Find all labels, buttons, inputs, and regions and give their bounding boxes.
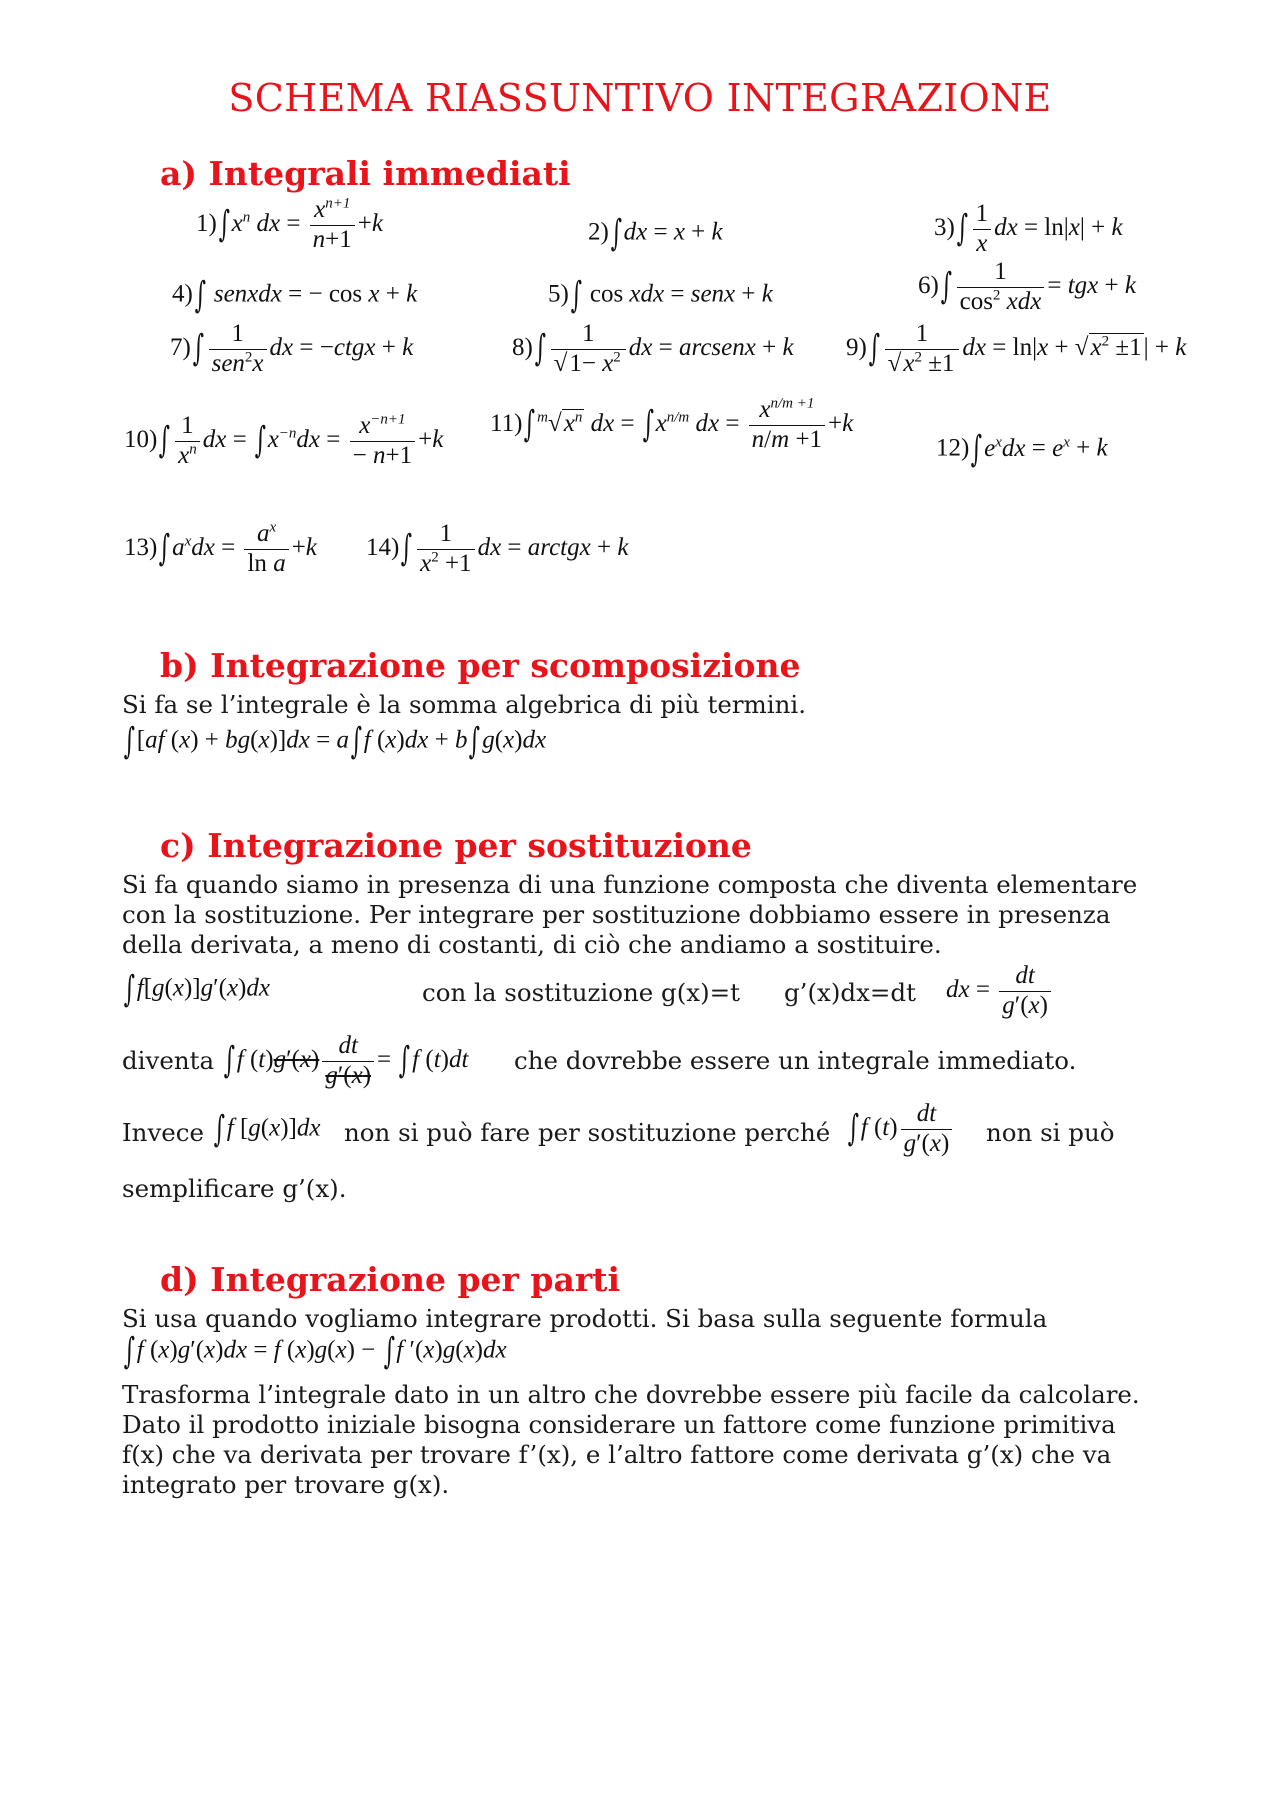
section-c-heading: c) Integrazione per sostituzione <box>160 826 752 865</box>
section-c-sub-deriv: g’(x)dx=dt <box>784 978 916 1007</box>
section-b-formula: ∫[af (x) + bg(x)]dx = a∫f (x)dx + b∫g(x)dx <box>123 721 547 762</box>
section-c-instead-label: Invece <box>122 1118 205 1147</box>
section-c-instead-text: non si può fare per sostituzione perché <box>344 1118 831 1147</box>
section-d-line2: Trasforma l’integrale dato in un altro che dovrebbe essere più facile da calcolare. <box>122 1380 1140 1409</box>
section-c-becomes-text: che dovrebbe essere un integrale immediato. <box>514 1046 1077 1075</box>
section-b-heading: b) Integrazione per scomposizione <box>160 646 801 685</box>
formula-9: 9)∫ $\frac{1}{√x^2 \pm 1}$ dx = $\ln|x + √x^2 \pm 1| + k$ <box>846 320 1187 377</box>
section-c-becomes-label: diventa <box>122 1046 215 1075</box>
section-d-line4: f(x) che va derivata per trovare f’(x), e l’altro fattore come derivata g’(x) che va <box>122 1440 1112 1469</box>
formula-11: 11)∫ $^m√x^n$ dx = $\int x^{n/m}$ dx = $\frac{x^{n/m +1}}{n/m +1}$ +k <box>490 395 854 453</box>
section-d-line5: integrato per trovare g(x). <box>122 1470 450 1499</box>
formula-13: $13)\int a^xdx$ = $\frac{a^x}{\text{ln a}}$ +k <box>124 519 317 577</box>
section-c-becomes-formula: ∫f (t)g′(x) $\frac{dt}{g'(x)}$ = ∫f (t)dt <box>223 1032 469 1089</box>
section-c-line3: della derivata, a meno di costanti, di ciò che andiamo a sostituire. <box>122 930 942 959</box>
section-c-instead-text2: non si può <box>986 1118 1115 1147</box>
section-d-line3: Dato il prodotto iniziale bisogna considerare un fattore come funzione primitiva <box>122 1410 1116 1439</box>
formula-1: $1)\int x^n$ dx = $\frac{x^{n+1}}{n+1}$ +k <box>196 195 383 253</box>
formula-4: 4)∫ senxdx = − cos x + k <box>172 275 418 316</box>
page-title: SCHEMA RIASSUNTIVO INTEGRAZIONE <box>228 76 1052 120</box>
section-c-line2: con la sostituzione. Per integrare per sostituzione dobbiamo essere in presenza <box>122 900 1111 929</box>
section-b-text: Si fa se l’integrale è la somma algebrica di più termini. <box>122 690 807 719</box>
formula-14: 14)∫ $\frac{1}{x^2 +1}$ dx = arctgx + k <box>366 520 629 577</box>
section-c-sub-dx: dx = $\frac{dt}{g'(x)}$ <box>946 962 1054 1021</box>
section-c-instead-formula2: ∫f (t) $\frac{dt}{g'(x)}$ <box>846 1100 955 1159</box>
section-d-line1: Si usa quando vogliamo integrare prodotti. Si basa sulla seguente formula <box>122 1304 1048 1333</box>
section-d-formula: ∫f (x)g′(x)dx = f (x)g(x) − ∫f ′(x)g(x)dx <box>123 1331 507 1372</box>
formula-6: 6)∫ $\frac{1}{\cos^2 xdx}$ = tgx + k <box>918 258 1136 315</box>
section-c-line1: Si fa quando siamo in presenza di una funzione composta che diventa elementare <box>122 870 1138 899</box>
formula-10: 10)∫ $\frac{1}{x^n}$ dx = $\int x^{-n}dx$ = $\frac{x^{-n+1}}{- n+1}$ +k <box>124 411 444 469</box>
formula-12: $12)\int e^xdx = e^x + k$ <box>936 429 1108 470</box>
section-d-heading: d) Integrazione per parti <box>160 1260 621 1299</box>
section-c-instead-text3: semplificare g’(x). <box>122 1174 347 1203</box>
formula-2: 2)∫dx = x + k <box>588 213 723 254</box>
formula-3: 3)∫ $\frac{1}{x}$ dx = ln|x| + k <box>934 200 1123 257</box>
formula-7: 7)∫ $\frac{1}{sen^2x}$ dx = −ctgx + k <box>170 320 414 377</box>
section-c-sub-text: con la sostituzione g(x)=t <box>422 978 741 1007</box>
formula-5: 5)∫ cos xdx = senx + k <box>548 275 773 316</box>
formula-8: 8)∫ $\frac{1}{√1- x^2}$ dx = arcsenx + k <box>512 320 794 377</box>
section-c-formula1: ∫f[g(x)]g′(x)dx <box>123 969 270 1010</box>
section-a-heading: a) Integrali immediati <box>160 154 571 193</box>
section-c-instead-formula: ∫f [g(x)]dx <box>213 1109 321 1150</box>
